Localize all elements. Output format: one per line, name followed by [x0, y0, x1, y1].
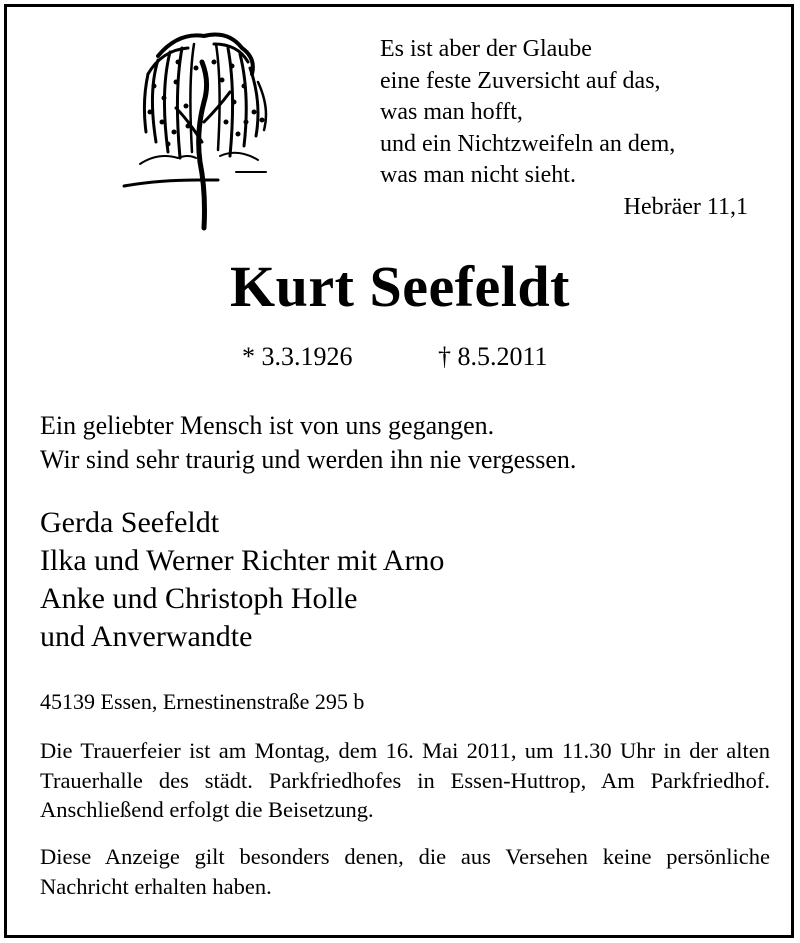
address: 45139 Essen, Ernestinenstraße 295 b	[40, 689, 365, 714]
verse-line: was man nicht sieht.	[380, 162, 576, 188]
verse-source: Hebräer 11,1	[623, 193, 748, 220]
tribute-text	[40, 409, 760, 477]
verse-line: was man hofft,	[380, 99, 523, 125]
death-date: † 8.5.2011	[438, 342, 548, 371]
funeral-info: Die Trauerfeier ist am Montag, dem 16. Mai 2011, um 11.30 Uhr in der alten Trauerhalle des städt. Parkfriedhofes in Essen-Huttrop, Am Parkfriedhof. Anschließend erfolgt die Beisetzung.	[40, 738, 770, 822]
verse-line: und ein Nichtzweifeln an dem,	[380, 130, 676, 157]
family-member: Anke und Christoph Holle	[40, 582, 358, 615]
verse-line: Es ist aber der Glaube	[380, 36, 592, 62]
family-member: Ilka und Werner Richter mit Arno	[40, 544, 445, 577]
tribute-line: Ein geliebter Mensch ist von uns gegangen.	[40, 411, 495, 440]
weeping-willow-icon	[118, 22, 280, 232]
bible-verse	[380, 34, 750, 223]
tribute-line: Wir sind sehr traurig und werden ihn nie vergessen.	[40, 445, 577, 474]
deceased-name: Kurt Seefeldt	[230, 254, 570, 319]
notice-text: Diese Anzeige gilt besonders denen, die aus Versehen keine persönliche Nachricht erhalten haben.	[40, 844, 770, 899]
family-member: und Anverwandte	[40, 620, 253, 653]
family-member: Gerda Seefeldt	[40, 506, 220, 539]
verse-line: eine feste Zuversicht auf das,	[380, 67, 661, 94]
family-list	[40, 504, 760, 656]
birth-date: * 3.3.1926	[242, 342, 353, 371]
